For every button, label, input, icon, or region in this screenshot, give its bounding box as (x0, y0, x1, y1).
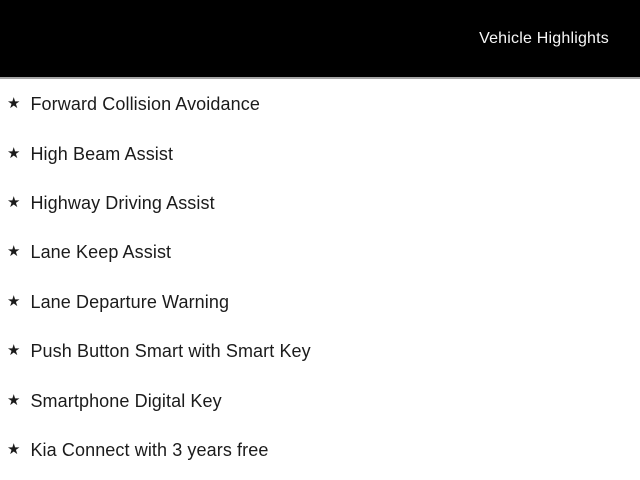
star-icon: ★ (7, 291, 21, 310)
highlight-item (0, 129, 640, 178)
highlight-label: Smartphone Digital Key (30, 390, 222, 411)
highlight-label: Lane Departure Warning (30, 291, 230, 312)
highlight-label: Forward Collision Avoidance (30, 94, 260, 115)
page-title: Vehicle Highlights (479, 29, 609, 47)
highlight-item (0, 327, 640, 376)
header-bar (0, 0, 640, 79)
star-icon: ★ (7, 94, 21, 113)
highlight-label: Push Button Smart with Smart Key (30, 341, 311, 362)
highlight-item (0, 179, 640, 228)
highlight-list (0, 79, 640, 475)
highlight-item (0, 228, 640, 277)
highlight-item (0, 80, 640, 129)
star-icon: ★ (7, 390, 21, 409)
highlight-item (0, 426, 640, 475)
star-icon: ★ (7, 242, 21, 261)
highlight-label: Highway Driving Assist (30, 192, 215, 213)
highlight-label: Lane Keep Assist (30, 242, 172, 263)
star-icon: ★ (7, 192, 21, 211)
star-icon: ★ (7, 143, 21, 162)
highlight-item (0, 278, 640, 327)
highlight-label: High Beam Assist (30, 143, 174, 164)
highlight-label: Kia Connect with 3 years free (30, 439, 269, 460)
highlight-item (0, 376, 640, 425)
star-icon: ★ (7, 341, 21, 360)
star-icon: ★ (7, 439, 21, 458)
